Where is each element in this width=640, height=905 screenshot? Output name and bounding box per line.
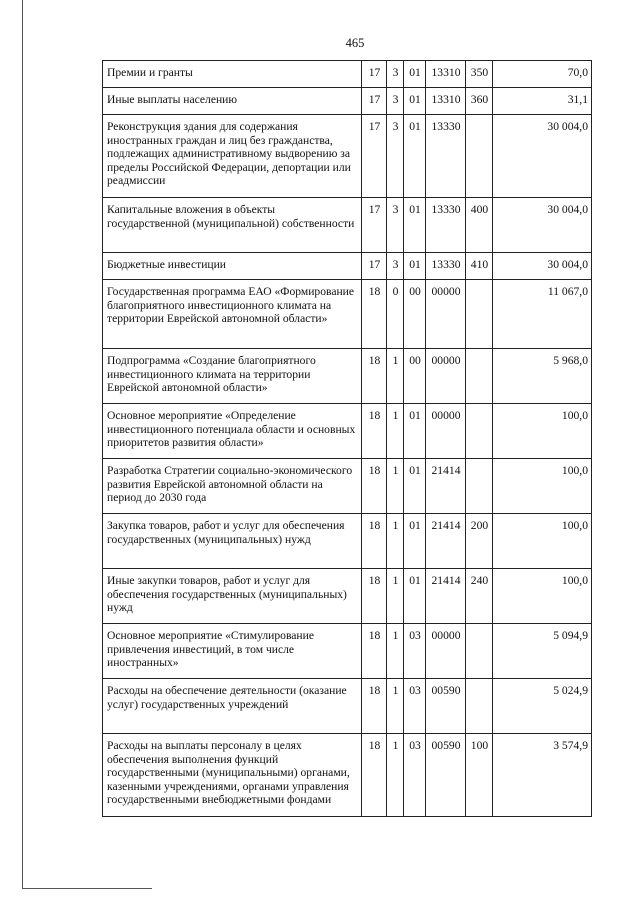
row-name-cell: Подпрограмма «Создание благоприятного инвестиционного климата на территории Еврейской автономной области» bbox=[103, 349, 362, 404]
activity-code-cell: 01 bbox=[404, 459, 426, 514]
amount-cell: 70,0 bbox=[493, 61, 592, 88]
row-name-cell: Капитальные вложения в объекты государственной (муниципальной) собственности bbox=[103, 198, 362, 253]
direction-code-cell: 21414 bbox=[426, 459, 466, 514]
subprogram-code-cell: 1 bbox=[387, 734, 404, 817]
row-name-cell: Расходы на выплаты персоналу в целях обеспечения выполнения функций государственными (муниципальными) органами, казенными учреждениями, органами управления государственными внебюджетными фондами bbox=[103, 734, 362, 817]
direction-code-cell: 13330 bbox=[426, 115, 466, 198]
table-row bbox=[103, 115, 592, 198]
subprogram-code-cell: 1 bbox=[387, 514, 404, 569]
row-name-cell: Закупка товаров, работ и услуг для обеспечения государственных (муниципальных) нужд bbox=[103, 514, 362, 569]
table-row bbox=[103, 61, 592, 88]
subprogram-code-cell: 3 bbox=[387, 115, 404, 198]
row-name-cell: Бюджетные инвестиции bbox=[103, 253, 362, 280]
subprogram-code-cell: 3 bbox=[387, 198, 404, 253]
subprogram-code-cell: 1 bbox=[387, 679, 404, 734]
ministry-code-cell: 18 bbox=[362, 459, 387, 514]
ministry-code-cell: 18 bbox=[362, 514, 387, 569]
activity-code-cell: 01 bbox=[404, 253, 426, 280]
subprogram-code-cell: 1 bbox=[387, 624, 404, 679]
activity-code-cell: 01 bbox=[404, 569, 426, 624]
ministry-code-cell: 17 bbox=[362, 61, 387, 88]
direction-code-cell: 00590 bbox=[426, 679, 466, 734]
activity-code-cell: 03 bbox=[404, 734, 426, 817]
table-row bbox=[103, 88, 592, 115]
direction-code-cell: 00590 bbox=[426, 734, 466, 817]
ministry-code-cell: 18 bbox=[362, 280, 387, 349]
expense-type-cell: 240 bbox=[466, 569, 493, 624]
row-name-cell: Реконструкция здания для содержания иностранных граждан и лиц без гражданства, подлежащих административному выдворению за пределы Российской Федерации, депортации или реадмиссии bbox=[103, 115, 362, 198]
direction-code-cell: 13330 bbox=[426, 198, 466, 253]
expense-type-cell bbox=[466, 459, 493, 514]
ministry-code-cell: 17 bbox=[362, 88, 387, 115]
direction-code-cell: 13310 bbox=[426, 61, 466, 88]
table-row bbox=[103, 459, 592, 514]
table-row bbox=[103, 679, 592, 734]
scan-edge-bottom bbox=[22, 888, 152, 889]
ministry-code-cell: 18 bbox=[362, 679, 387, 734]
row-name-cell: Премии и гранты bbox=[103, 61, 362, 88]
amount-cell: 100,0 bbox=[493, 404, 592, 459]
ministry-code-cell: 18 bbox=[362, 734, 387, 817]
ministry-code-cell: 18 bbox=[362, 349, 387, 404]
expense-type-cell: 100 bbox=[466, 734, 493, 817]
table-row bbox=[103, 198, 592, 253]
table-row bbox=[103, 514, 592, 569]
amount-cell: 100,0 bbox=[493, 459, 592, 514]
amount-cell: 11 067,0 bbox=[493, 280, 592, 349]
expense-type-cell bbox=[466, 624, 493, 679]
direction-code-cell: 13310 bbox=[426, 88, 466, 115]
table-row bbox=[103, 349, 592, 404]
amount-cell: 5 094,9 bbox=[493, 624, 592, 679]
amount-cell: 5 968,0 bbox=[493, 349, 592, 404]
amount-cell: 30 004,0 bbox=[493, 198, 592, 253]
direction-code-cell: 13330 bbox=[426, 253, 466, 280]
amount-cell: 5 024,9 bbox=[493, 679, 592, 734]
subprogram-code-cell: 1 bbox=[387, 404, 404, 459]
amount-cell: 3 574,9 bbox=[493, 734, 592, 817]
direction-code-cell: 21414 bbox=[426, 514, 466, 569]
row-name-cell: Разработка Стратегии социально-экономического развития Еврейской автономной области на период до 2030 года bbox=[103, 459, 362, 514]
amount-cell: 30 004,0 bbox=[493, 115, 592, 198]
ministry-code-cell: 17 bbox=[362, 115, 387, 198]
subprogram-code-cell: 1 bbox=[387, 569, 404, 624]
expense-type-cell bbox=[466, 280, 493, 349]
activity-code-cell: 01 bbox=[404, 404, 426, 459]
budget-table bbox=[102, 60, 592, 817]
table-row bbox=[103, 624, 592, 679]
ministry-code-cell: 18 bbox=[362, 569, 387, 624]
amount-cell: 31,1 bbox=[493, 88, 592, 115]
row-name-cell: Государственная программа ЕАО «Формирование благоприятного инвестиционного климата на территории Еврейской автономной области» bbox=[103, 280, 362, 349]
table-row bbox=[103, 280, 592, 349]
direction-code-cell: 00000 bbox=[426, 404, 466, 459]
direction-code-cell: 00000 bbox=[426, 349, 466, 404]
expense-type-cell: 200 bbox=[466, 514, 493, 569]
activity-code-cell: 01 bbox=[404, 514, 426, 569]
ministry-code-cell: 18 bbox=[362, 404, 387, 459]
expense-type-cell bbox=[466, 115, 493, 198]
table-row bbox=[103, 734, 592, 817]
subprogram-code-cell: 3 bbox=[387, 88, 404, 115]
amount-cell: 100,0 bbox=[493, 569, 592, 624]
expense-type-cell bbox=[466, 349, 493, 404]
expense-type-cell: 350 bbox=[466, 61, 493, 88]
expense-type-cell: 410 bbox=[466, 253, 493, 280]
ministry-code-cell: 18 bbox=[362, 624, 387, 679]
activity-code-cell: 03 bbox=[404, 624, 426, 679]
amount-cell: 30 004,0 bbox=[493, 253, 592, 280]
activity-code-cell: 01 bbox=[404, 198, 426, 253]
activity-code-cell: 01 bbox=[404, 61, 426, 88]
ministry-code-cell: 17 bbox=[362, 198, 387, 253]
expense-type-cell: 360 bbox=[466, 88, 493, 115]
subprogram-code-cell: 1 bbox=[387, 459, 404, 514]
page-number: 465 bbox=[345, 36, 365, 50]
row-name-cell: Расходы на обеспечение деятельности (оказание услуг) государственных учреждений bbox=[103, 679, 362, 734]
row-name-cell: Основное мероприятие «Стимулирование привлечения инвестиций, в том числе иностранных» bbox=[103, 624, 362, 679]
amount-cell: 100,0 bbox=[493, 514, 592, 569]
scan-edge-left bbox=[22, 0, 23, 888]
activity-code-cell: 01 bbox=[404, 88, 426, 115]
row-name-cell: Иные выплаты населению bbox=[103, 88, 362, 115]
direction-code-cell: 00000 bbox=[426, 624, 466, 679]
row-name-cell: Иные закупки товаров, работ и услуг для обеспечения государственных (муниципальных) нужд bbox=[103, 569, 362, 624]
table-row bbox=[103, 404, 592, 459]
expense-type-cell bbox=[466, 404, 493, 459]
expense-type-cell bbox=[466, 679, 493, 734]
row-name-cell: Основное мероприятие «Определение инвестиционного потенциала области и основных приоритетов развития области» bbox=[103, 404, 362, 459]
activity-code-cell: 00 bbox=[404, 349, 426, 404]
activity-code-cell: 00 bbox=[404, 280, 426, 349]
activity-code-cell: 01 bbox=[404, 115, 426, 198]
direction-code-cell: 00000 bbox=[426, 280, 466, 349]
activity-code-cell: 03 bbox=[404, 679, 426, 734]
table-row bbox=[103, 569, 592, 624]
subprogram-code-cell: 3 bbox=[387, 253, 404, 280]
subprogram-code-cell: 3 bbox=[387, 61, 404, 88]
subprogram-code-cell: 1 bbox=[387, 349, 404, 404]
table-row bbox=[103, 253, 592, 280]
direction-code-cell: 21414 bbox=[426, 569, 466, 624]
subprogram-code-cell: 0 bbox=[387, 280, 404, 349]
ministry-code-cell: 17 bbox=[362, 253, 387, 280]
expense-type-cell: 400 bbox=[466, 198, 493, 253]
